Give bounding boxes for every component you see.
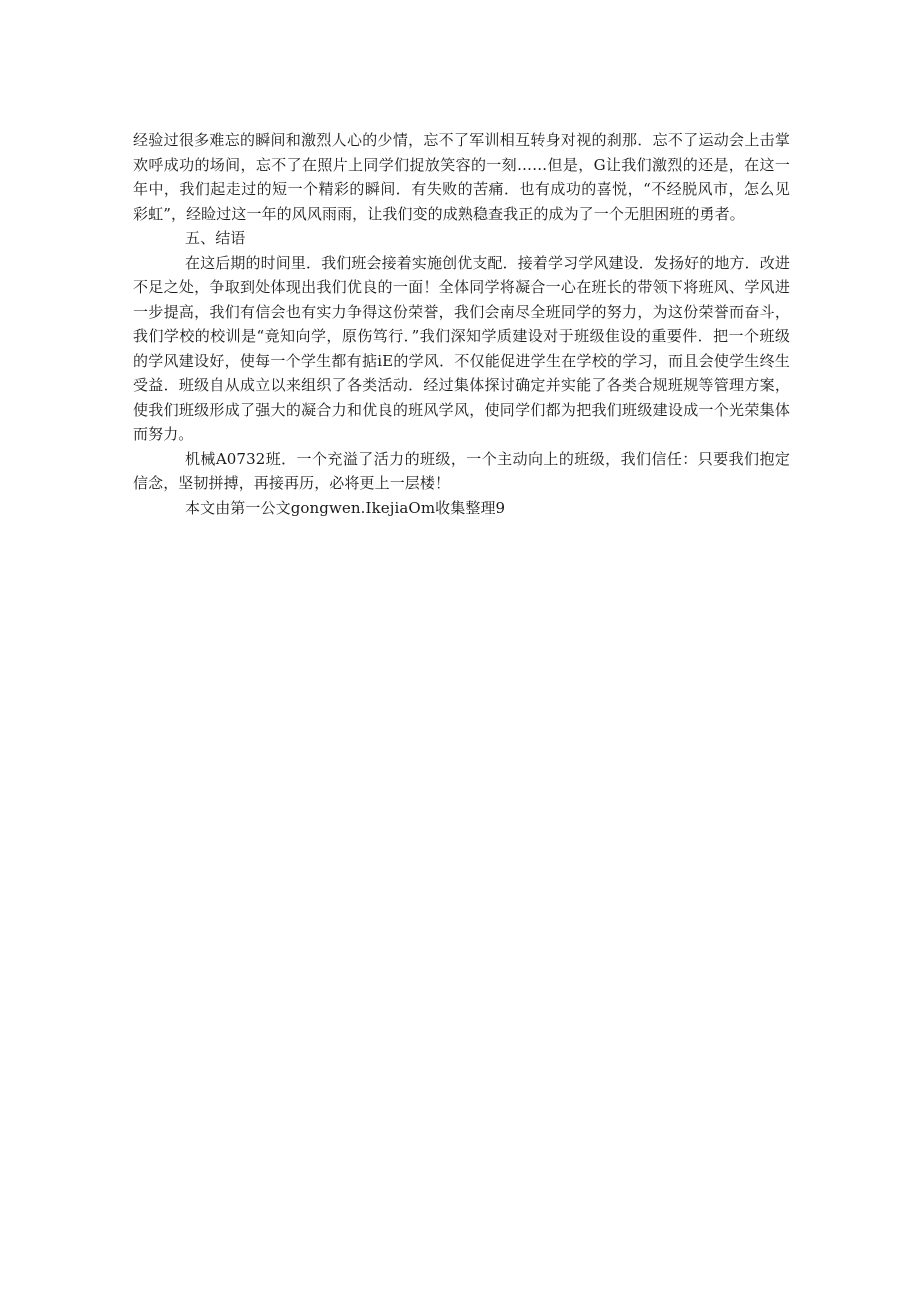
- document-body: [133, 128, 790, 520]
- paragraph-class-motto: 机械A0732班．一个充溢了活力的班级，一个主动向上的班级，我们信任：只要我们抱定信念，坚韧拼搏，再接再历，必将更上一层楼！: [133, 449, 790, 492]
- paragraph-memories: 经验过很多难忘的瞬间和激烈人心的少情，忘不了军训相互转身对视的刹那．忘不了运动会上击掌欢呼成功的场间，忘不了在照片上同学们捉放笑容的一刻……但是，G让我们激烈的还是，在这一年中，我们起走过的短一个精彩的瞬间．有失败的苦痛．也有成功的喜悦，“不经脱风市，怎么见彩虹”，经睑过这一年的风风雨雨，让我们变的成熟稳查我正的成为了一个无胆困班的勇者。: [133, 131, 790, 223]
- paragraph-future-plan: 在这后期的时间里．我们班会接着实施创优支配．接着学习学风建设．发扬好的地方．改进不足之处，争取到处体现出我们优良的一面！全体同学将凝合一心在班长的带领下将班风、学风进一步提高，我们有信会也有实力争得这份荣誉，我们会南尽全班同学的努力，为这份荣誉而奋斗，我们学校的校训是“竟知向学，原伤笃行．”我们深知学质建设对于班级隹设的重要件．把一个班级的学风建设好，使每一个学生都有掂iE的学风．不仅能促进学生在学校的学习，而且会使学生终生受益．班级自从成立以来组织了各类活动．经过集体探讨确定并实能了各类合规班规等管理方案，使我们班级形成了强大的凝合力和优良的班风学风，使同学们都为把我们班级建设成一个光荣集体而努力。: [133, 253, 790, 443]
- paragraph-source-note: 本文由第一公文gongwen.IkejiaOm收集整理9: [185, 498, 506, 517]
- section-heading-conclusion: 五、结语: [185, 229, 246, 247]
